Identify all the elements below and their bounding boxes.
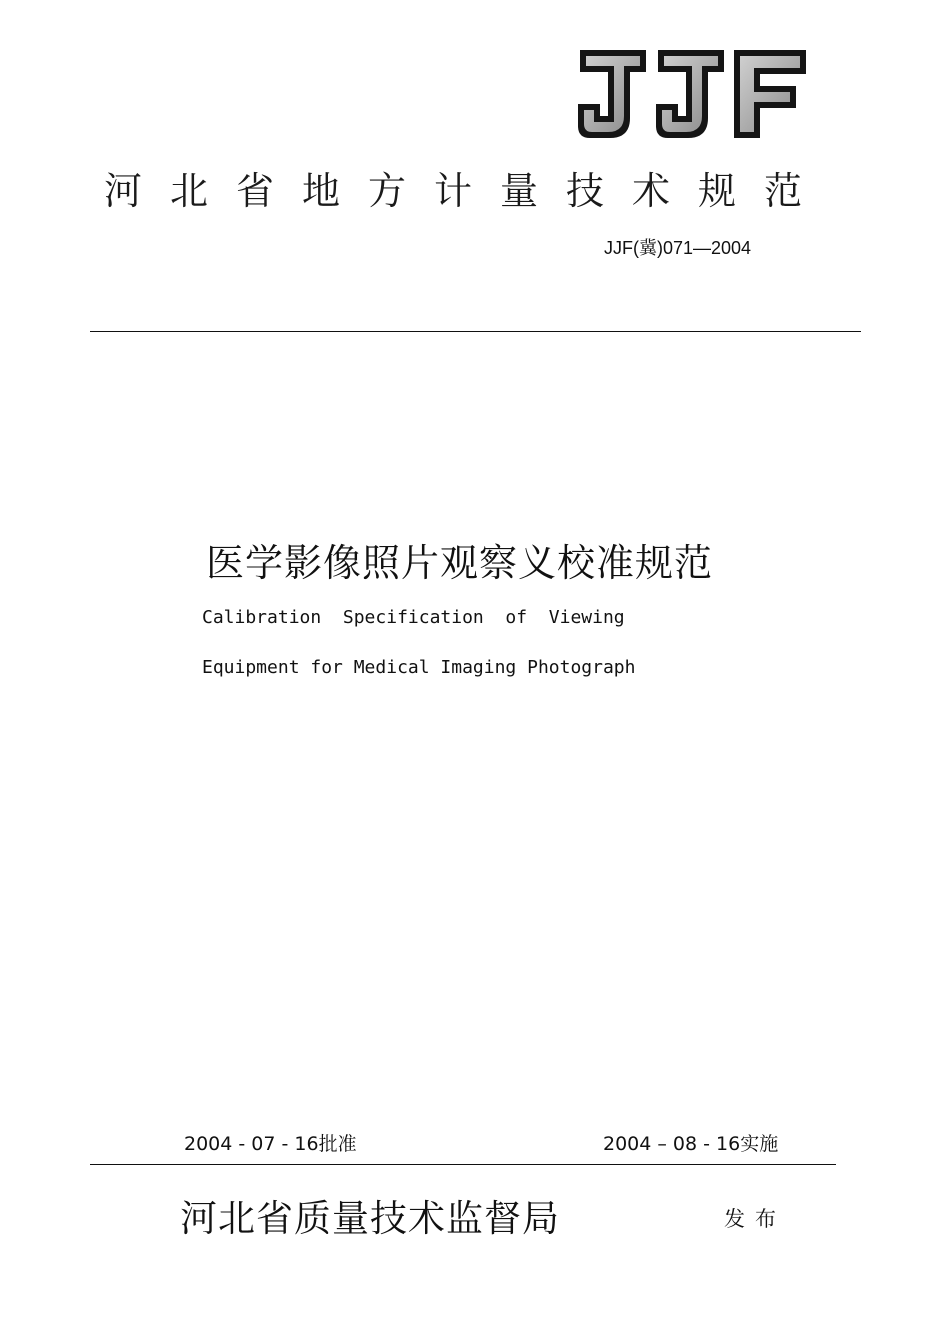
publisher-name: 河北省质量技术监督局 — [180, 1197, 560, 1240]
document-title-english-line-1: Calibration Specification of Viewing — [202, 607, 625, 628]
series-title: 河北省地方计量技术规范 — [104, 169, 831, 213]
document-title-chinese: 医学影像照片观察义校准规范 — [206, 541, 714, 585]
jjf-logo — [576, 46, 808, 142]
top-divider — [90, 331, 861, 332]
bottom-divider — [90, 1164, 836, 1165]
document-title-english-line-2: Equipment for Medical Imaging Photograph — [202, 657, 636, 678]
approval-date: 2004 - 07 - 16批准 — [184, 1133, 357, 1155]
document-code: JJF(冀)071—2004 — [604, 238, 752, 258]
implementation-date: 2004 – 08 - 16实施 — [603, 1133, 779, 1155]
issue-label: 发布 — [724, 1207, 786, 1231]
